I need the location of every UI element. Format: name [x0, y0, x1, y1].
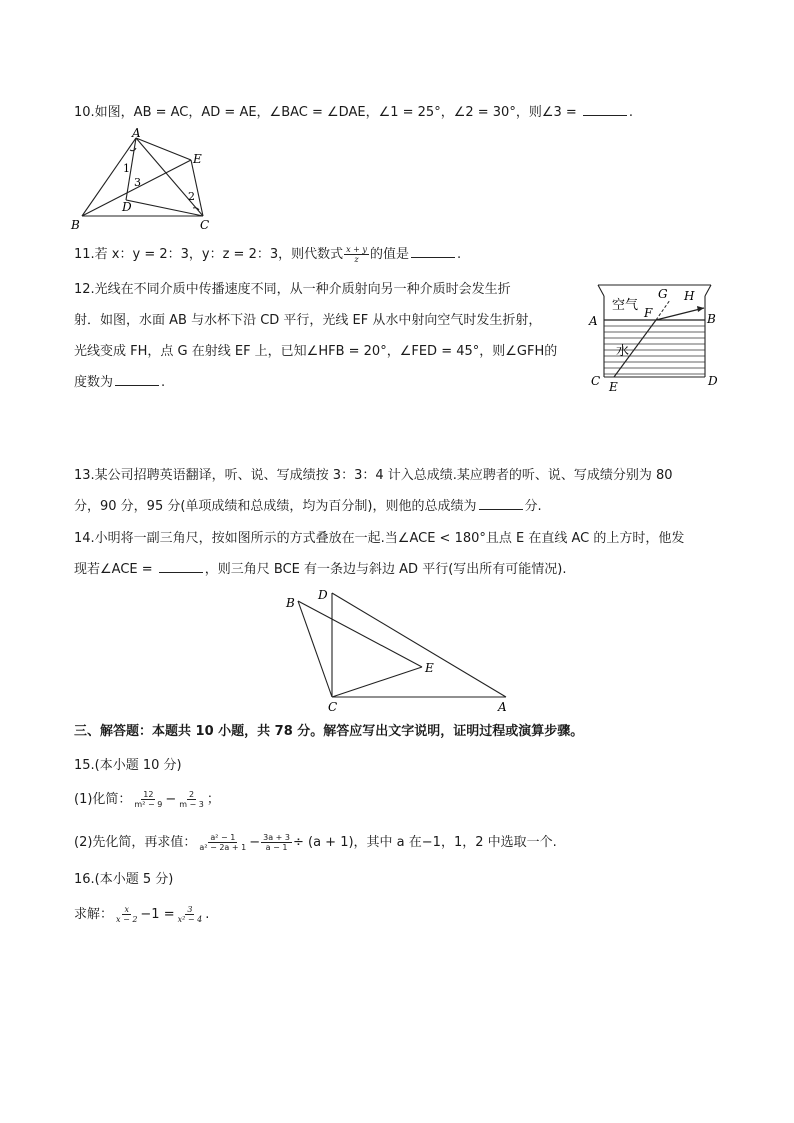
- label-C: C: [200, 218, 210, 232]
- q16-fraction-2: $\frac{3}{\text{x² − 4}}$: [177, 905, 203, 924]
- q11-text-b: 的值是: [369, 247, 409, 262]
- answer-blank[interactable]: [583, 103, 627, 116]
- label-E: E: [425, 661, 434, 675]
- air-label: 空气: [612, 298, 639, 313]
- q10-end: .: [628, 105, 634, 120]
- q12-figure: [586, 282, 726, 394]
- label-C: C: [591, 374, 601, 388]
- q10-text: 10.如图，AB = AC，AD = AE，∠BAC = ∠DAE，∠1 = 25°，∠2 = 30°，则∠3 =: [74, 105, 581, 120]
- q16-header: 16.(本小题 5 分): [74, 872, 174, 887]
- angle-3-label: 3: [134, 176, 141, 189]
- q12-line-4: 度数为 .: [74, 375, 166, 390]
- q15-part-2: (2)先化简，再求值： $\frac{\text{a² − 1}}{\text{a² − 2a + 1}}$ − $\frac{3a + 3}{a - 1}$ ÷ (a + 1)，其中 a 在−1，1，2 中选取一个.: [74, 833, 557, 852]
- label-A: A: [589, 314, 598, 328]
- label-F: F: [644, 306, 653, 320]
- label-A: A: [498, 700, 507, 714]
- label-D: D: [318, 588, 328, 602]
- q12-line-2: 射．如图，水面 AB 与水杯下沿 CD 平行，光线 EF 从水中射向空气时发生折射，: [74, 313, 542, 328]
- label-E: E: [609, 380, 618, 394]
- label-B: B: [707, 312, 716, 326]
- q14-line-2: 现若∠ACE = ，则三角尺 BCE 有一条边与斜边 AD 平行(写出所有可能情况).: [74, 562, 567, 577]
- label-G: G: [658, 287, 668, 301]
- q14-figure: [282, 585, 518, 715]
- q16-equation: 求解： $\frac{x}{x - 2}$ −1 = $\frac{3}{\text{x² − 4}}$ .: [74, 905, 210, 924]
- q10-figure: [66, 128, 216, 234]
- q14-line-1: 14.小明将一副三角尺，按如图所示的方式叠放在一起.当∠ACE < 180°且点 E 在直线 AC 的上方时，他发: [74, 531, 685, 546]
- label-E: E: [193, 152, 202, 166]
- q13-line-1: 13.某公司招聘英语翻译，听、说、写成绩按 3：3：4 计入总成绩.某应聘者的听、说、写成绩分别为 80: [74, 468, 673, 483]
- q13-line-2: 分，90 分，95 分(单项成绩和总成绩，均为百分制)，则他的总成绩为 分.: [74, 499, 542, 514]
- q15-p1-fraction-1: $\frac{12}{\text{m² − 9}}$: [134, 790, 163, 809]
- q15-part-1: (1)化简： $\frac{12}{\text{m² − 9}}$ − $\frac{2}{m - 3}$ ；: [74, 790, 220, 809]
- label-D: D: [122, 200, 132, 214]
- q15-header: 15.(本小题 10 分): [74, 758, 182, 773]
- answer-blank[interactable]: [115, 373, 159, 386]
- label-D: D: [708, 374, 718, 388]
- q12-line-3: 光线变成 FH，点 G 在射线 EF 上，已知∠HFB = 20°，∠FED = 45°，则∠GFH的: [74, 344, 558, 359]
- label-A: A: [132, 128, 141, 140]
- question-10: [74, 103, 633, 123]
- answer-blank[interactable]: [411, 245, 455, 258]
- label-B: B: [71, 218, 80, 232]
- answer-blank[interactable]: [159, 560, 203, 573]
- answer-blank[interactable]: [479, 497, 523, 510]
- q16-fraction-1: $\frac{x}{x - 2}$: [116, 905, 138, 924]
- q11-fraction: $\frac{x + y}{z}$: [346, 245, 367, 264]
- q15-p1-fraction-2: $\frac{2}{m - 3}$: [179, 790, 204, 809]
- q15-p2-fraction-1: $\frac{\text{a² − 1}}{\text{a² − 2a + 1}}$: [199, 833, 247, 852]
- label-C: C: [328, 700, 338, 714]
- label-B: B: [286, 596, 295, 610]
- angle-2-label: 2: [188, 190, 195, 203]
- question-11: 11.若 x：y = 2：3，y：z = 2：3，则代数式 $\frac{x + y}{z}$ 的值是 .: [74, 245, 462, 264]
- q11-text: 11.若 x：y = 2：3，y：z = 2：3，则代数式: [74, 247, 344, 262]
- water-label: 水: [616, 344, 630, 359]
- q15-p2-fraction-2: $\frac{3a + 3}{a - 1}$: [263, 833, 290, 852]
- q12-line-1: 12.光线在不同介质中传播速度不同，从一种介质射向另一种介质时会发生折: [74, 282, 511, 297]
- section-3-heading: 三、解答题：本题共 10 小题，共 78 分。解答应写出文字说明，证明过程或演算步骤。: [74, 724, 584, 739]
- angle-1-label: 1: [123, 162, 130, 175]
- label-H: H: [684, 289, 695, 303]
